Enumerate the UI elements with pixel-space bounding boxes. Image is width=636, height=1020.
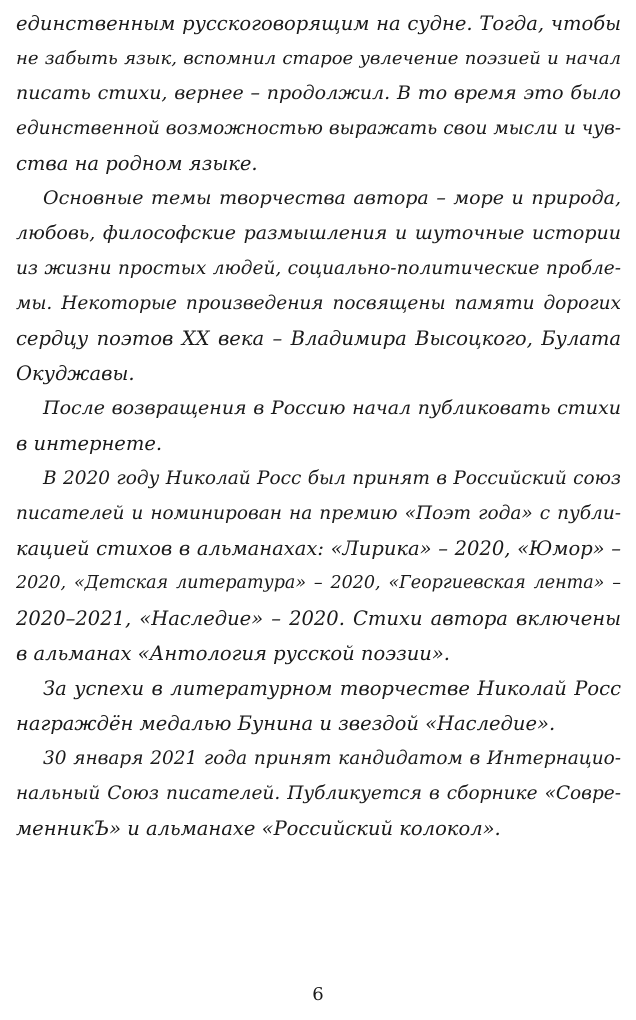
paragraph-start-line: 30 января 2021 года принят кандидатом в Интернацио- xyxy=(43,748,621,769)
text-line: единственным русскоговорящим на судне. Тогда, чтобы xyxy=(16,12,621,35)
text-line: Окуджавы. xyxy=(16,362,135,385)
paragraph-start-line: За успехи в литературном творчестве Николай Росс xyxy=(43,677,621,700)
text-line: менникЪ» и альманахе «Российский колокол». xyxy=(16,817,501,840)
body-text xyxy=(16,6,621,846)
text-line: в интернете. xyxy=(16,432,163,455)
text-line: сердцу поэтов XX века – Владимира Высоцкого, Булата xyxy=(16,327,621,350)
text-line: награждён медалью Бунина и звездой «Наследие». xyxy=(16,712,556,735)
text-line: писать стихи, вернее – продолжил. В то время это было xyxy=(16,82,621,104)
text-line: мы. Некоторые произведения посвящены памяти дорогих xyxy=(16,293,621,314)
text-line: 2020–2021, «Наследие» – 2020. Стихи автора включены xyxy=(16,607,621,630)
text-line: нальный Союз писателей. Публикуется в сборнике «Совре- xyxy=(16,783,621,804)
page-number: 6 xyxy=(312,984,324,1005)
text-line: из жизни простых людей, социально-политические пробле- xyxy=(16,258,621,279)
paragraph-start-line: В 2020 году Николай Росс был принят в Российский союз xyxy=(43,468,621,489)
paragraph-start-line: После возвращения в Россию начал публиковать стихи xyxy=(43,397,621,419)
paragraph-start-line: Основные темы творчества автора – море и природа, xyxy=(43,187,621,209)
text-line: кацией стихов в альманахах: «Лирика» – 2020, «Юмор» – xyxy=(16,537,621,560)
text-line: ства на родном языке. xyxy=(16,152,258,175)
text-line: любовь, философские размышления и шуточные истории xyxy=(16,222,621,244)
text-line: единственной возможностью выражать свои мысли и чув- xyxy=(16,118,621,139)
text-line: в альманах «Антология русской поэзии». xyxy=(16,642,450,665)
text-line: не забыть язык, вспомнил старое увлечение поэзией и начал xyxy=(16,48,621,69)
text-line: писателей и номинирован на премию «Поэт года» с публи- xyxy=(16,503,621,524)
text-line: 2020, «Детская литература» – 2020, «Георгиевская лента» – xyxy=(16,573,621,593)
